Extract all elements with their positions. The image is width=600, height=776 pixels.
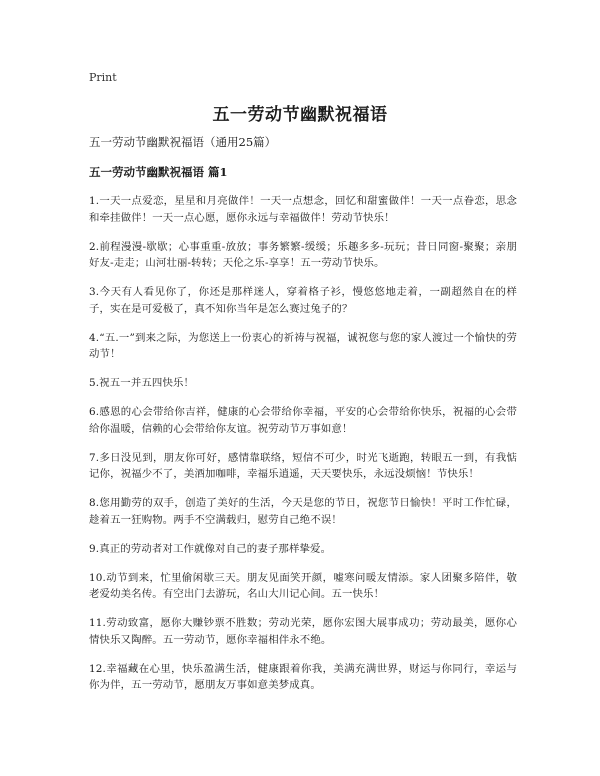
paragraph: 12.幸福藏在心里，快乐盈满生活，健康跟着你我，美满充满世界，财运与你同行，幸运与你为伴，五一劳动节，愿朋友万事如意美梦成真。 [89, 662, 517, 691]
document-body [89, 134, 517, 706]
paragraph: 6.感恩的心会带给你吉祥，健康的心会带给你幸福，平安的心会带给你快乐，祝福的心会带给你温暖，信赖的心会带给你友谊。祝劳动节万事如意！ [89, 406, 517, 435]
section-heading: 五一劳动节幽默祝福语 篇1 [89, 165, 228, 179]
document-subtitle: 五一劳动节幽默祝福语（通用25篇） [89, 135, 277, 149]
paragraph: 10.动节到来，忙里偷闲歇三天。朋友见面笑开颜，嘘寒问暖友情添。家人团聚多陪伴，敬老爱幼美名传。有空出门去游玩，名山大川记心间。五一快乐！ [89, 571, 517, 600]
page-title: 五一劳动节幽默祝福语 [212, 105, 388, 125]
paragraph: 7.多日没见到，朋友你可好，感情靠联络，短信不可少，时光飞逝跑，转眼五一到，有我惦记你，祝福少不了，美酒加咖啡，幸福乐逍遥，天天要快乐，永远没烦恼！节快乐！ [89, 451, 517, 480]
paragraph: 3.今天有人看见你了，你还是那样迷人，穿着格子衫，慢悠悠地走着，一副超然自在的样子，实在是可爱极了，真不知你当年是怎么赛过兔子的？ [89, 286, 517, 315]
paragraph: 8.您用勤劳的双手，创造了美好的生活，今天是您的节日，祝您节日愉快！平时工作忙碌，趁着五一狂购物。两手不空满载归，慰劳自己绝不误！ [89, 497, 517, 526]
paragraph: 9.真正的劳动者对工作就像对自己的妻子那样挚爱。 [89, 542, 332, 555]
paragraph: 5.祝五一并五四快乐！ [89, 377, 195, 389]
print-link[interactable]: Print [89, 71, 117, 84]
paragraph: 2.前程漫漫-歇歇；心事重重-放放；事务繁繁-缓缓；乐趣多多-玩玩；昔日同窗-聚聚；亲朋好友-走走；山河壮丽-转转；天伦之乐-享享！五一劳动节快乐。 [89, 240, 517, 269]
paragraph: 11.劳动致富，愿你大赚钞票不胜数；劳动光荣，愿你宏图大展事成功；劳动最美，愿你心情快乐又陶醉。五一劳动节，愿你幸福相伴永不绝。 [89, 617, 517, 646]
paragraph: 1.一天一点爱恋，星星和月亮做伴！一天一点想念，回忆和甜蜜做伴！一天一点眷恋，思念和牵挂做伴！一天一点心愿，愿你永远与幸福做伴！劳动节快乐！ [89, 195, 517, 224]
paragraph: 4.“五.一”到来之际，为您送上一份衷心的祈祷与祝福，诚祝您与您的家人渡过一个愉快的劳动节！ [89, 331, 517, 360]
